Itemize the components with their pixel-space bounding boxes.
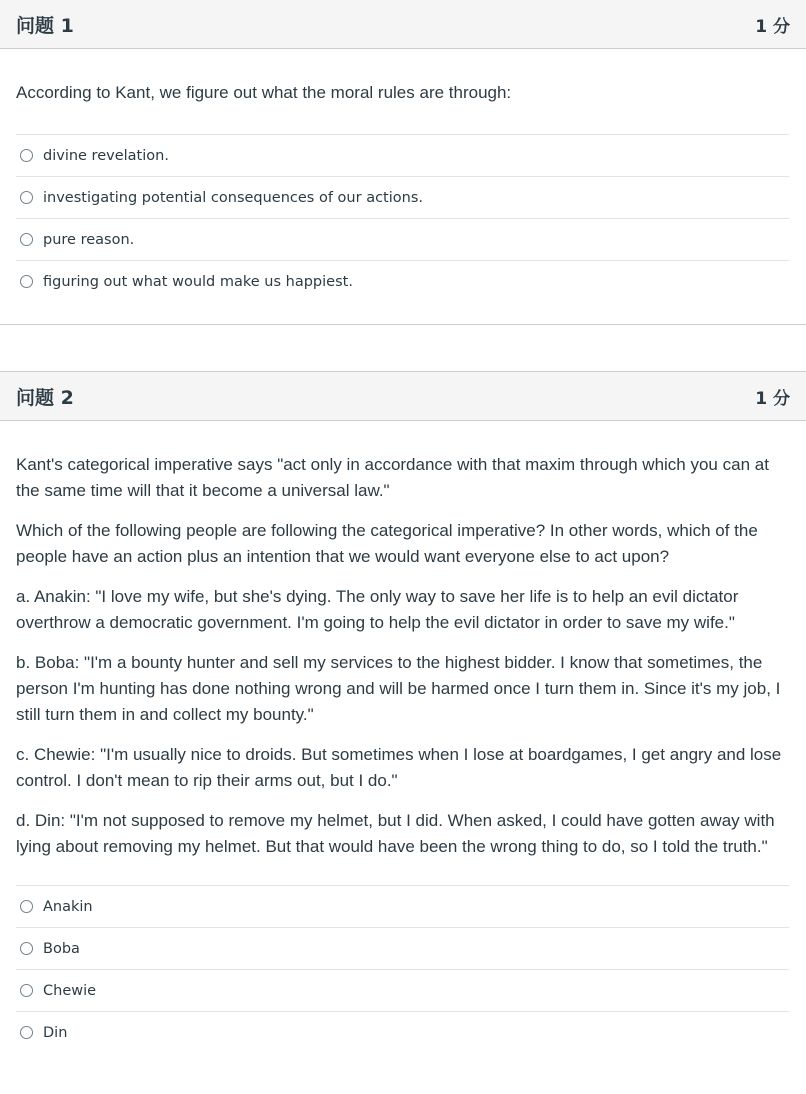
answer-label: Anakin: [43, 898, 93, 915]
prompt-paragraph: a. Anakin: "I love my wife, but she's dying. The only way to save her life is to help an evil dictator overthrow a democratic government. I'm going to help the evil dictator in order to save my wife.": [16, 587, 739, 632]
question-header: [0, 0, 806, 49]
answer-list: [16, 885, 790, 1053]
radio-button[interactable]: [20, 1026, 33, 1039]
radio-button[interactable]: [20, 984, 33, 997]
answer-label: figuring out what would make us happiest.: [43, 273, 353, 290]
question-title: 问题 1: [16, 14, 74, 37]
answer-label: investigating potential consequences of our actions.: [43, 189, 423, 206]
answer-option[interactable]: [16, 1011, 789, 1053]
answer-option[interactable]: [16, 176, 789, 218]
question-title: 问题 2: [16, 386, 74, 409]
answer-label: pure reason.: [43, 231, 135, 248]
answer-label: Din: [43, 1024, 68, 1041]
answer-option[interactable]: [16, 134, 789, 176]
question-header: [0, 372, 806, 421]
question-prompt: [16, 49, 790, 134]
answer-label: divine revelation.: [43, 147, 169, 164]
radio-button[interactable]: [20, 149, 33, 162]
question-points: 1 分: [755, 388, 790, 409]
question-body: [0, 421, 806, 1053]
radio-button[interactable]: [20, 191, 33, 204]
prompt-paragraph: Kant's categorical imperative says "act only in accordance with that maxim through which you can at the same time will that it become a universal law.": [16, 455, 769, 500]
radio-button[interactable]: [20, 233, 33, 246]
radio-button[interactable]: [20, 275, 33, 288]
question-points: 1 分: [755, 16, 790, 37]
answer-option[interactable]: [16, 927, 789, 969]
question-body: [0, 49, 806, 302]
prompt-paragraph: c. Chewie: "I'm usually nice to droids. But sometimes when I lose at boardgames, I get angry and lose control. I don't mean to rip their arms out, but I do.": [16, 745, 782, 790]
radio-button[interactable]: [20, 900, 33, 913]
radio-button[interactable]: [20, 942, 33, 955]
answer-label: Boba: [43, 940, 80, 957]
question-prompt: [16, 421, 790, 860]
answer-option[interactable]: [16, 218, 789, 260]
prompt-paragraph: Which of the following people are following the categorical imperative? In other words, which of the people have an action plus an intention that we would want everyone else to act upon?: [16, 521, 758, 566]
question-2: [0, 371, 806, 1094]
answer-option[interactable]: [16, 885, 789, 927]
answer-option[interactable]: [16, 260, 789, 302]
answer-list: [16, 134, 790, 302]
prompt-paragraph: According to Kant, we figure out what the moral rules are through:: [16, 83, 512, 102]
answer-label: Chewie: [43, 982, 97, 999]
prompt-paragraph: d. Din: "I'm not supposed to remove my helmet, but I did. When asked, I could have gotten away with lying about removing my helmet. But that would have been the wrong thing to do, so I told the truth.": [16, 811, 775, 856]
prompt-paragraph: b. Boba: "I'm a bounty hunter and sell my services to the highest bidder. I know that sometimes, the person I'm hunting has done nothing wrong and will be harmed once I turn them in. Since it's my job, I still turn them in and collect my bounty.": [16, 653, 781, 724]
answer-option[interactable]: [16, 969, 789, 1011]
question-1: [0, 0, 806, 325]
